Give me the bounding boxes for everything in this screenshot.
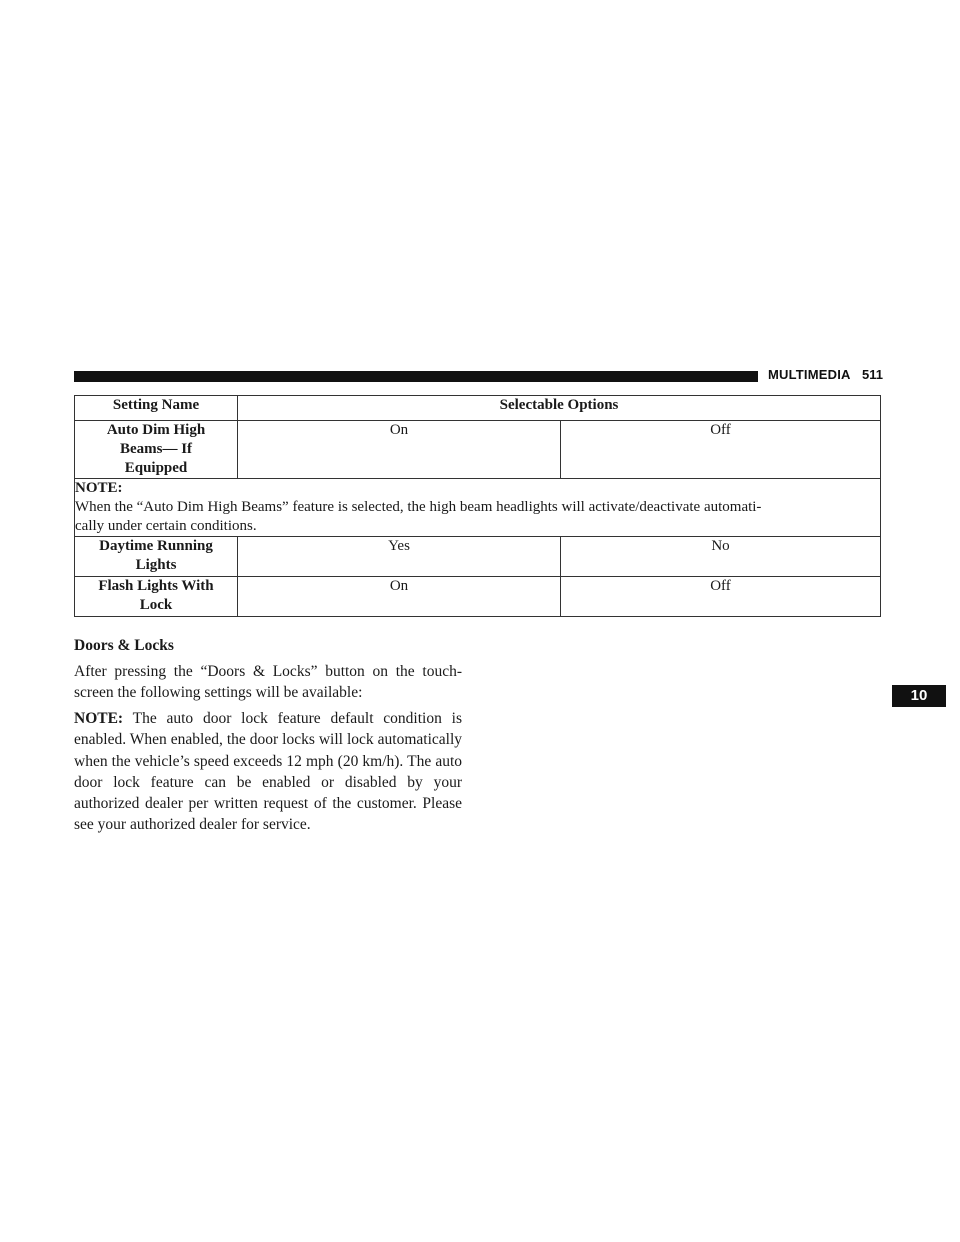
option-cell: Yes — [238, 537, 561, 577]
option-cell: Off — [561, 421, 881, 479]
setting-name-line: Lock — [139, 597, 173, 613]
table-row — [75, 577, 881, 617]
setting-name-cell — [75, 421, 238, 479]
note-label: NOTE: — [74, 710, 124, 727]
setting-name-line: Lights — [135, 557, 177, 573]
note-text-line: When the “Auto Dim High Beams” feature is selected, the high beam headlights will activate/deactivate automati- — [75, 499, 762, 515]
setting-name-cell — [75, 577, 238, 617]
settings-table — [74, 395, 881, 617]
header-rule — [74, 371, 758, 382]
column-header-setting-name: Setting Name — [75, 396, 238, 421]
section-title: MULTIMEDIA — [768, 367, 851, 382]
option-cell: On — [238, 577, 561, 617]
setting-name-cell — [75, 537, 238, 577]
column-header-selectable-options: Selectable Options — [238, 396, 881, 421]
setting-name-line: Daytime Running — [99, 538, 213, 554]
option-cell: No — [561, 537, 881, 577]
note-cell — [75, 479, 881, 537]
setting-name-line: Flash Lights With — [98, 578, 214, 594]
option-cell: Off — [561, 577, 881, 617]
section-heading: Doors & Locks — [74, 637, 174, 654]
page-number: 511 — [862, 367, 883, 382]
table-row — [75, 537, 881, 577]
setting-name-line: Beams— If — [119, 441, 193, 457]
note-text-line: cally under certain conditions. — [75, 518, 257, 534]
note-text: The auto door lock feature default condition is enabled. When enabled, the door locks will lock automatically when the vehicle’s speed exceeds 12 mph (20 km/h). The auto door lock feature can be enabled or disabled by your authorized dealer per written request of the customer. Please see your authorized dealer for service. — [74, 710, 462, 834]
body-paragraph: After pressing the “Doors & Locks” button on the touch-screen the following settings will be available: — [74, 663, 462, 702]
chapter-tab: 10 — [892, 685, 946, 707]
table-header-row — [75, 396, 881, 421]
table-row — [75, 421, 881, 479]
setting-name-line: Equipped — [124, 460, 188, 476]
note-label: NOTE: — [75, 480, 123, 496]
setting-name-line: Auto Dim High — [106, 422, 206, 438]
option-cell: On — [238, 421, 561, 479]
note-paragraph — [74, 708, 462, 836]
note-row — [75, 479, 881, 537]
